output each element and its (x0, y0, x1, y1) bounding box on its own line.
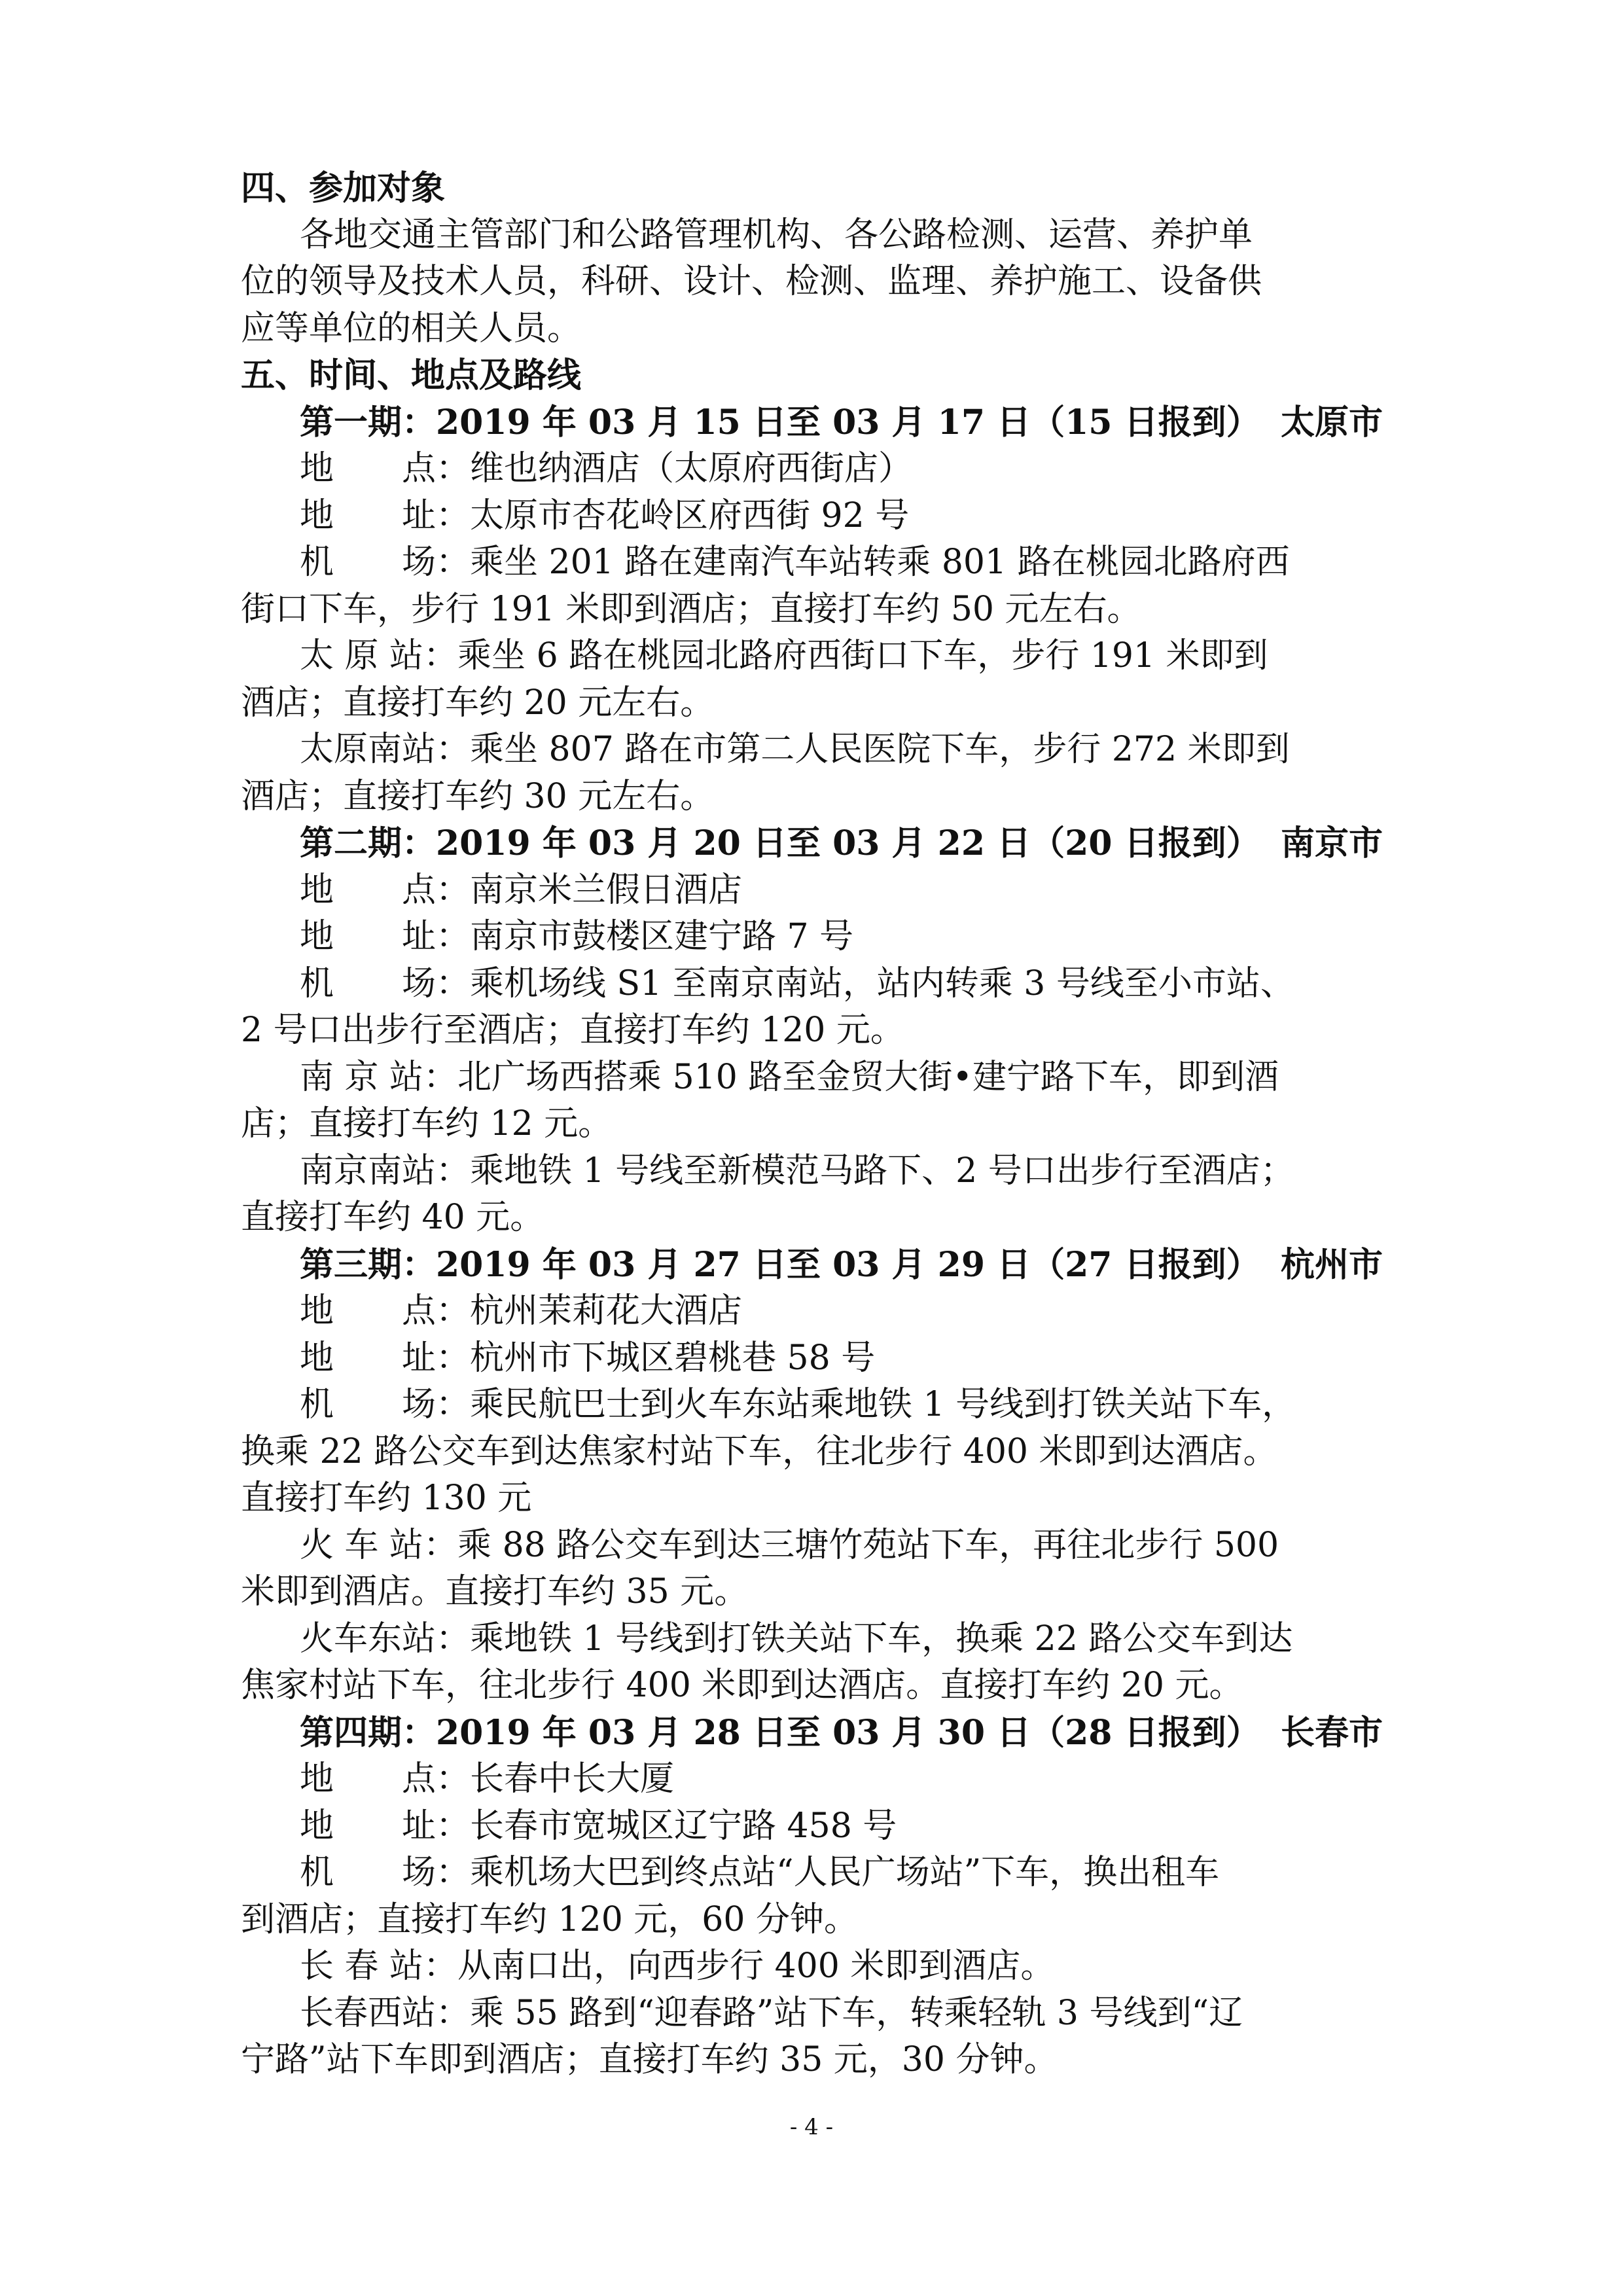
period-2-line: 直接打车约 40 元。 (241, 1198, 544, 1237)
period-city: 太原市 (1280, 402, 1383, 442)
period-3-line: 换乘 22 路公交车到达焦家村站下车，往北步行 400 米即到达酒店。 (241, 1431, 1277, 1471)
period-1-line: 街口下车，步行 191 米即到酒店；直接打车约 50 元左右。 (241, 589, 1141, 629)
period-1-line: 酒店；直接打车约 20 元左右。 (241, 683, 715, 723)
page-number: - 4 - (789, 2114, 834, 2140)
period-heading-text: 第三期：2019 年 03 月 27 日至 03 月 29 日（27 日报到） (300, 1244, 1260, 1285)
period-3-line: 机 场：乘民航巴士到火车东站乘地铁 1 号线到打铁关站下车， (300, 1385, 1296, 1424)
period-4-line: 到酒店；直接打车约 120 元，60 分钟。 (241, 1899, 859, 1939)
period-heading-text: 第一期：2019 年 03 月 15 日至 03 月 17 日（15 日报到） (300, 402, 1260, 442)
period-3-line: 焦家村站下车，往北步行 400 米即到达酒店。直接打车约 20 元。 (241, 1666, 1243, 1705)
period-2-heading (241, 820, 1383, 867)
period-3-line: 米即到酒店。直接打车约 35 元。 (241, 1572, 749, 1611)
period-city: 长春市 (1280, 1712, 1383, 1753)
period-city: 杭州市 (1280, 1244, 1383, 1285)
period-4-heading (241, 1710, 1383, 1757)
section-4-title: 四、参加对象 (241, 168, 446, 208)
period-3-line: 火 车 站：乘 88 路公交车到达三塘竹苑站下车，再往北步行 500 (300, 1525, 1279, 1565)
period-1-line: 地 点：维也纳酒店（太原府西街店） (300, 449, 913, 488)
period-1-line: 地 址：太原市杏花岭区府西街 92 号 (300, 495, 910, 535)
period-city: 南京市 (1280, 823, 1383, 863)
section-4-line: 应等单位的相关人员。 (241, 308, 582, 348)
section-5-title: 五、时间、地点及路线 (241, 355, 582, 395)
period-4-line: 宁路”站下车即到酒店；直接打车约 35 元，30 分钟。 (241, 2040, 1058, 2079)
period-1-line: 酒店；直接打车约 30 元左右。 (241, 776, 715, 816)
period-4-line: 地 址：长春市宽城区辽宁路 458 号 (300, 1806, 897, 1846)
period-3-line: 地 址：杭州市下城区碧桃巷 58 号 (300, 1338, 876, 1378)
period-1-heading (241, 399, 1383, 446)
period-2-line: 南 京 站：北广场西搭乘 510 路至金贸大街•建宁路下车，即到酒 (300, 1057, 1279, 1097)
section-4-line: 各地交通主管部门和公路管理机构、各公路检测、运营、养护单 (300, 215, 1253, 255)
period-3-line: 直接打车约 130 元 (241, 1479, 532, 1518)
period-heading-text: 第二期：2019 年 03 月 20 日至 03 月 22 日（20 日报到） (300, 823, 1260, 863)
period-2-line: 地 址：南京市鼓楼区建宁路 7 号 (300, 917, 854, 956)
period-3-line: 地 点：杭州茉莉花大酒店 (300, 1291, 743, 1331)
period-2-line: 机 场：乘机场线 S1 至南京南站，站内转乘 3 号线至小市站、 (300, 963, 1294, 1003)
period-4-line: 机 场：乘机场大巴到终点站“人民广场站”下车，换出租车 (300, 1853, 1220, 1892)
period-2-line: 地 点：南京米兰假日酒店 (300, 870, 743, 910)
document-body (241, 165, 1383, 2084)
period-heading-text: 第四期：2019 年 03 月 28 日至 03 月 30 日（28 日报到） (300, 1712, 1260, 1753)
period-4-line: 长春西站：乘 55 路到“迎春路”站下车，转乘轻轨 3 号线到“辽 (300, 1993, 1243, 2033)
period-2-line: 店；直接打车约 12 元。 (241, 1104, 613, 1143)
period-1-line: 太原南站：乘坐 807 路在市第二人民医院下车，步行 272 米即到 (300, 730, 1290, 769)
period-4-line: 地 点：长春中长大厦 (300, 1759, 675, 1799)
period-2-line: 2 号口出步行至酒店；直接打车约 120 元。 (241, 1011, 904, 1050)
period-4-line: 长 春 站：从南口出，向西步行 400 米即到酒店。 (300, 1946, 1055, 1986)
period-1-line: 机 场：乘坐 201 路在建南汽车站转乘 801 路在桃园北路府西 (300, 543, 1290, 582)
period-1-line: 太 原 站：乘坐 6 路在桃园北路府西街口下车，步行 191 米即到 (300, 636, 1268, 675)
period-3-heading (241, 1242, 1383, 1289)
period-3-line: 火车东站：乘地铁 1 号线到打铁关站下车，换乘 22 路公交车到达 (300, 1619, 1293, 1659)
period-2-line: 南京南站：乘地铁 1 号线至新模范马路下、2 号口出步行至酒店； (300, 1151, 1294, 1191)
section-4-line: 位的领导及技术人员，科研、设计、检测、监理、养护施工、设备供 (241, 262, 1262, 301)
